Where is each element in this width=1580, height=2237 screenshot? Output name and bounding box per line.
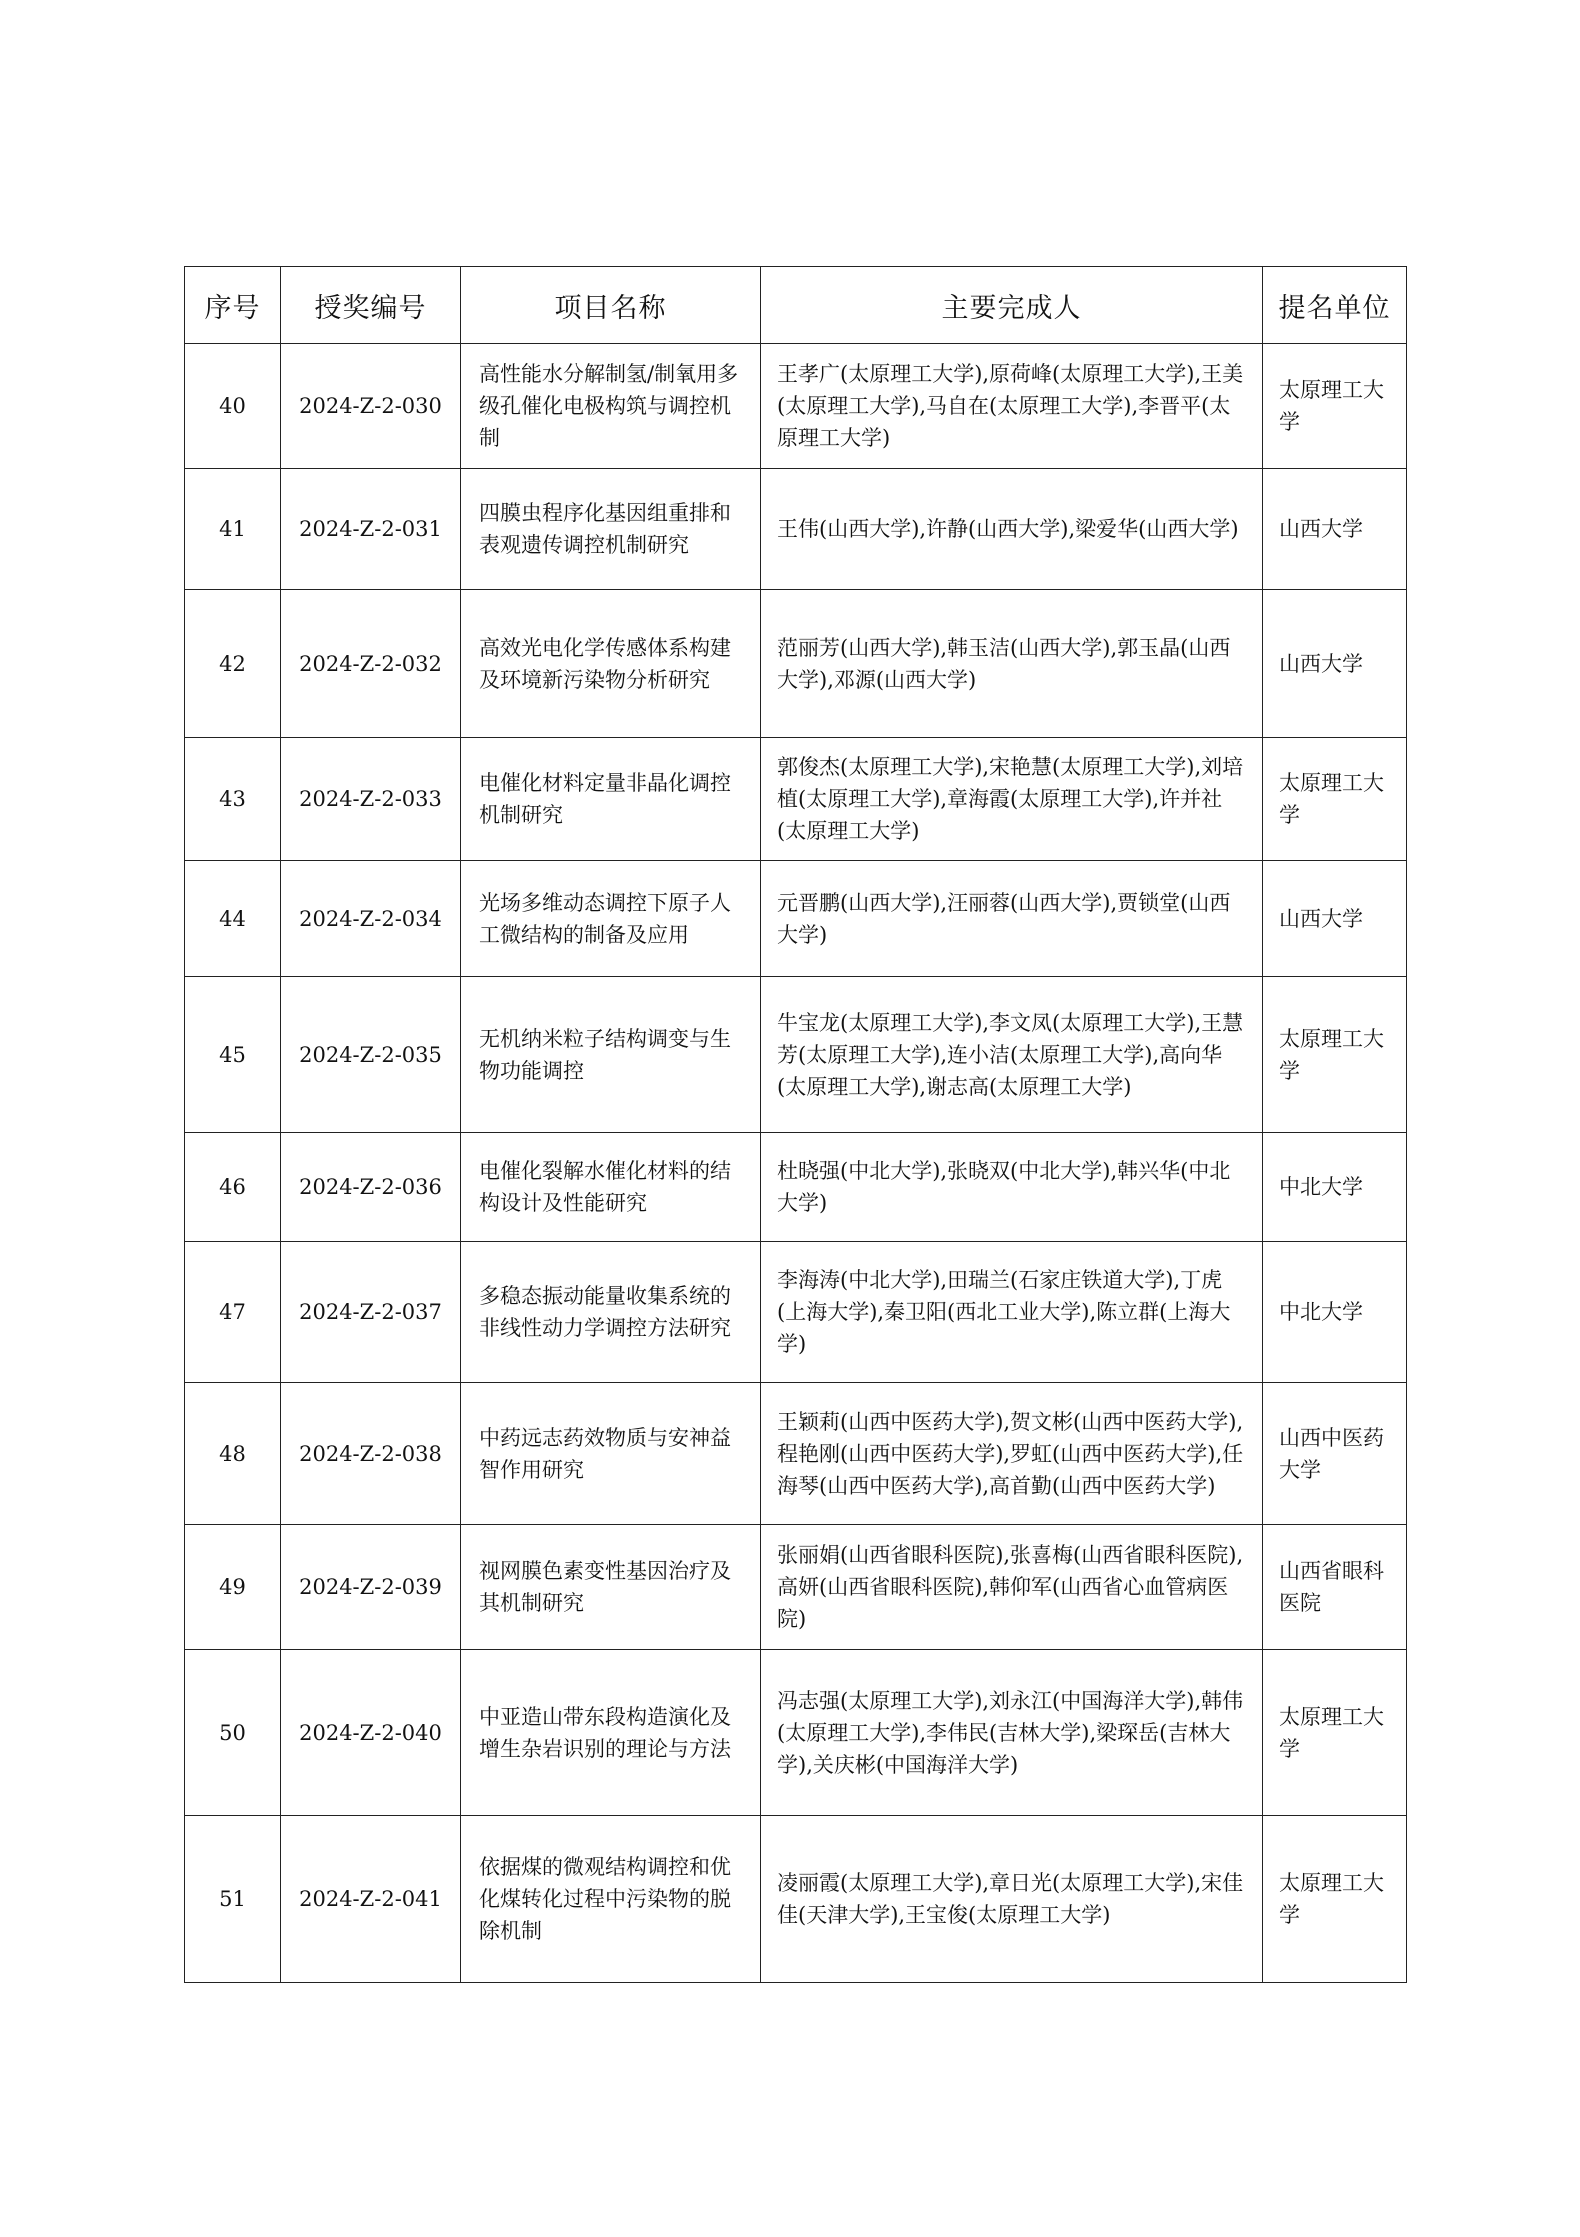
nominating-unit-cell: 太原理工大学 — [1279, 1026, 1384, 1083]
serial-cell: 45 — [185, 977, 281, 1133]
project-name-cell: 电催化材料定量非晶化调控机制研究 — [479, 771, 731, 827]
contributors-cell: 冯志强(太原理工大学),刘永江(中国海洋大学),韩伟(太原理工大学),李伟民(吉林大学),梁琛岳(吉林大学),关庆彬(中国海洋大学) — [777, 1688, 1244, 1777]
project-name-cell: 视网膜色素变性基因治疗及其机制研究 — [479, 1559, 731, 1615]
award-code-cell: 2024-Z-2-030 — [281, 344, 461, 469]
award-table — [184, 266, 1407, 1983]
project-name-cell: 依据煤的微观结构调控和优化煤转化过程中污染物的脱除机制 — [479, 1855, 731, 1943]
table-row — [185, 1133, 1407, 1242]
award-code-cell: 2024-Z-2-038 — [281, 1383, 461, 1525]
award-code-cell: 2024-Z-2-033 — [281, 738, 461, 861]
contributors-cell: 牛宝龙(太原理工大学),李文凤(太原理工大学),王慧芳(太原理工大学),连小洁(太原理工大学),高向华(太原理工大学),谢志高(太原理工大学) — [777, 1010, 1244, 1099]
serial-cell: 40 — [185, 344, 281, 469]
serial-cell: 44 — [185, 861, 281, 977]
award-code-cell: 2024-Z-2-031 — [281, 469, 461, 590]
contributors-cell: 张丽娟(山西省眼科医院),张喜梅(山西省眼科医院),高妍(山西省眼科医院),韩仰军(山西省心血管病医院) — [777, 1543, 1244, 1631]
award-code-cell: 2024-Z-2-035 — [281, 977, 461, 1133]
contributors-cell: 王伟(山西大学),许静(山西大学),梁爱华(山西大学) — [777, 517, 1239, 541]
project-name-cell: 无机纳米粒子结构调变与生物功能调控 — [479, 1026, 731, 1083]
award-code-cell: 2024-Z-2-041 — [281, 1816, 461, 1983]
header-row — [185, 267, 1407, 344]
project-name-cell: 中亚造山带东段构造演化及增生杂岩识别的理论与方法 — [479, 1704, 731, 1761]
serial-cell: 43 — [185, 738, 281, 861]
table-row — [185, 1525, 1407, 1650]
table-row — [185, 738, 1407, 861]
contributors-cell: 王颖莉(山西中医药大学),贺文彬(山西中医药大学),程艳刚(山西中医药大学),罗虹(山西中医药大学),任海琴(山西中医药大学),高首勤(山西中医药大学) — [777, 1409, 1244, 1498]
contributors-cell: 李海涛(中北大学),田瑞兰(石家庄铁道大学),丁虎(上海大学),秦卫阳(西北工业大学),陈立群(上海大学) — [777, 1268, 1231, 1356]
nominating-unit-cell: 山西中医药大学 — [1279, 1425, 1384, 1482]
serial-cell: 50 — [185, 1650, 281, 1816]
table-row — [185, 861, 1407, 977]
header-nominating-unit: 提名单位 — [1263, 267, 1407, 344]
nominating-unit-cell: 山西大学 — [1279, 517, 1363, 541]
nominating-unit-cell: 太原理工大学 — [1279, 771, 1384, 827]
header-serial: 序号 — [185, 267, 281, 344]
project-name-cell: 高性能水分解制氢/制氧用多级孔催化电极构筑与调控机制 — [479, 362, 739, 450]
project-name-cell: 电催化裂解水催化材料的结构设计及性能研究 — [479, 1159, 731, 1215]
award-code-cell: 2024-Z-2-032 — [281, 590, 461, 738]
header-main-contributors: 主要完成人 — [761, 267, 1263, 344]
table-row — [185, 1242, 1407, 1383]
award-code-cell: 2024-Z-2-036 — [281, 1133, 461, 1242]
project-name-cell: 四膜虫程序化基因组重排和表观遗传调控机制研究 — [479, 501, 731, 557]
award-code-cell: 2024-Z-2-039 — [281, 1525, 461, 1650]
table-row — [185, 344, 1407, 469]
header-project-name: 项目名称 — [461, 267, 761, 344]
table-row — [185, 469, 1407, 590]
nominating-unit-cell: 中北大学 — [1279, 1175, 1363, 1199]
contributors-cell: 凌丽霞(太原理工大学),章日光(太原理工大学),宋佳佳(天津大学),王宝俊(太原理工大学) — [777, 1871, 1244, 1927]
award-code-cell: 2024-Z-2-034 — [281, 861, 461, 977]
serial-cell: 51 — [185, 1816, 281, 1983]
nominating-unit-cell: 太原理工大学 — [1279, 378, 1384, 434]
nominating-unit-cell: 太原理工大学 — [1279, 1871, 1384, 1927]
table-row — [185, 977, 1407, 1133]
award-code-cell: 2024-Z-2-040 — [281, 1650, 461, 1816]
table-row — [185, 1816, 1407, 1983]
table-row — [185, 1650, 1407, 1816]
contributors-cell: 范丽芳(山西大学),韩玉洁(山西大学),郭玉晶(山西大学),邓源(山西大学) — [777, 635, 1231, 692]
serial-cell: 49 — [185, 1525, 281, 1650]
nominating-unit-cell: 山西大学 — [1279, 906, 1363, 931]
project-name-cell: 多稳态振动能量收集系统的非线性动力学调控方法研究 — [479, 1284, 731, 1340]
project-name-cell: 光场多维动态调控下原子人工微结构的制备及应用 — [479, 890, 731, 947]
project-name-cell: 高效光电化学传感体系构建及环境新污染物分析研究 — [479, 635, 731, 692]
serial-cell: 48 — [185, 1383, 281, 1525]
nominating-unit-cell: 中北大学 — [1279, 1300, 1363, 1324]
table-row — [185, 590, 1407, 738]
contributors-cell: 元晋鹏(山西大学),汪丽蓉(山西大学),贾锁堂(山西大学) — [777, 890, 1231, 947]
header-award-code: 授奖编号 — [281, 267, 461, 344]
contributors-cell: 王孝广(太原理工大学),原荷峰(太原理工大学),王美(太原理工大学),马自在(太原理工大学),李晋平(太原理工大学) — [777, 362, 1244, 450]
serial-cell: 46 — [185, 1133, 281, 1242]
award-code-cell: 2024-Z-2-037 — [281, 1242, 461, 1383]
nominating-unit-cell: 山西省眼科医院 — [1279, 1559, 1384, 1615]
serial-cell: 42 — [185, 590, 281, 738]
table-row — [185, 1383, 1407, 1525]
serial-cell: 47 — [185, 1242, 281, 1383]
nominating-unit-cell: 太原理工大学 — [1279, 1704, 1384, 1761]
contributors-cell: 郭俊杰(太原理工大学),宋艳慧(太原理工大学),刘培植(太原理工大学),章海霞(太原理工大学),许并社(太原理工大学) — [777, 755, 1244, 843]
serial-cell: 41 — [185, 469, 281, 590]
contributors-cell: 杜晓强(中北大学),张晓双(中北大学),韩兴华(中北大学) — [777, 1159, 1231, 1215]
nominating-unit-cell: 山西大学 — [1279, 651, 1363, 676]
project-name-cell: 中药远志药效物质与安神益智作用研究 — [479, 1425, 731, 1482]
